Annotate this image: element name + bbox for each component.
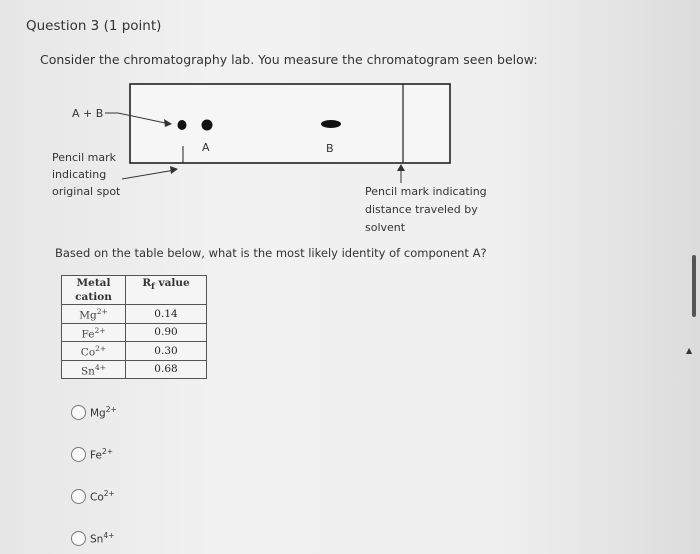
- spot-a: [202, 120, 213, 131]
- cell-rf: 0.68: [126, 360, 207, 379]
- label-b: B: [326, 142, 334, 155]
- cell-cation: $Sn^{4+}$: [62, 360, 126, 379]
- cell-cation: $Co^{2+}$: [62, 342, 126, 361]
- option-mg[interactable]: [71, 405, 117, 420]
- cursor-arrow-icon: ▲: [686, 346, 693, 355]
- cell-rf: 0.90: [126, 323, 207, 342]
- label-a: A: [202, 141, 210, 154]
- header-rf-value: $R_f$ value: [126, 276, 207, 305]
- option-fe[interactable]: [71, 447, 113, 462]
- question-prompt: Consider the chromatography lab. You measure the chromatogram seen below:: [40, 52, 538, 67]
- header-metal-cation: Metal cation: [62, 276, 126, 305]
- arrowhead-pencil-origin: [170, 166, 178, 174]
- table-header-row: [62, 276, 207, 305]
- radio-mg[interactable]: [71, 405, 86, 420]
- question-number: Question 3: [26, 18, 100, 34]
- cell-cation: $Fe^{2+}$: [62, 323, 126, 342]
- cell-cation: $Mg^{2+}$: [62, 305, 126, 324]
- spot-origin: [178, 120, 187, 130]
- table-row: [62, 323, 207, 342]
- label-a-plus-b: A + B: [72, 107, 104, 120]
- option-sn-label: $Sn^{4+}$: [90, 531, 115, 546]
- option-sn[interactable]: [71, 531, 114, 546]
- table-prompt: Based on the table below, what is the most likely identity of component A?: [55, 246, 487, 260]
- scrollbar-thumb[interactable]: [692, 255, 696, 317]
- question-points: (1 point): [103, 18, 162, 34]
- cell-rf: 0.14: [126, 305, 207, 324]
- cell-rf: 0.30: [126, 342, 207, 361]
- radio-co[interactable]: [71, 489, 86, 504]
- option-co[interactable]: [71, 489, 115, 504]
- label-pencil-solvent: Pencil mark indicating distance traveled by solvent: [365, 185, 487, 234]
- radio-fe[interactable]: [71, 447, 86, 462]
- arrow-pencil-origin: [122, 170, 175, 179]
- rf-value-table: [61, 275, 207, 379]
- arrowhead-pencil-solvent: [397, 164, 405, 171]
- radio-sn[interactable]: [71, 531, 86, 546]
- table-row: [62, 360, 207, 379]
- label-pencil-origin: Pencil mark indicating original spot: [52, 151, 121, 198]
- option-co-label: $Co^{2+}$: [90, 489, 115, 504]
- chromatogram-diagram: [0, 0, 700, 240]
- option-fe-label: $Fe^{2+}$: [90, 447, 113, 462]
- spot-b: [321, 120, 341, 128]
- table-row: [62, 342, 207, 361]
- table-row: [62, 305, 207, 324]
- option-mg-label: $Mg^{2+}$: [90, 405, 117, 420]
